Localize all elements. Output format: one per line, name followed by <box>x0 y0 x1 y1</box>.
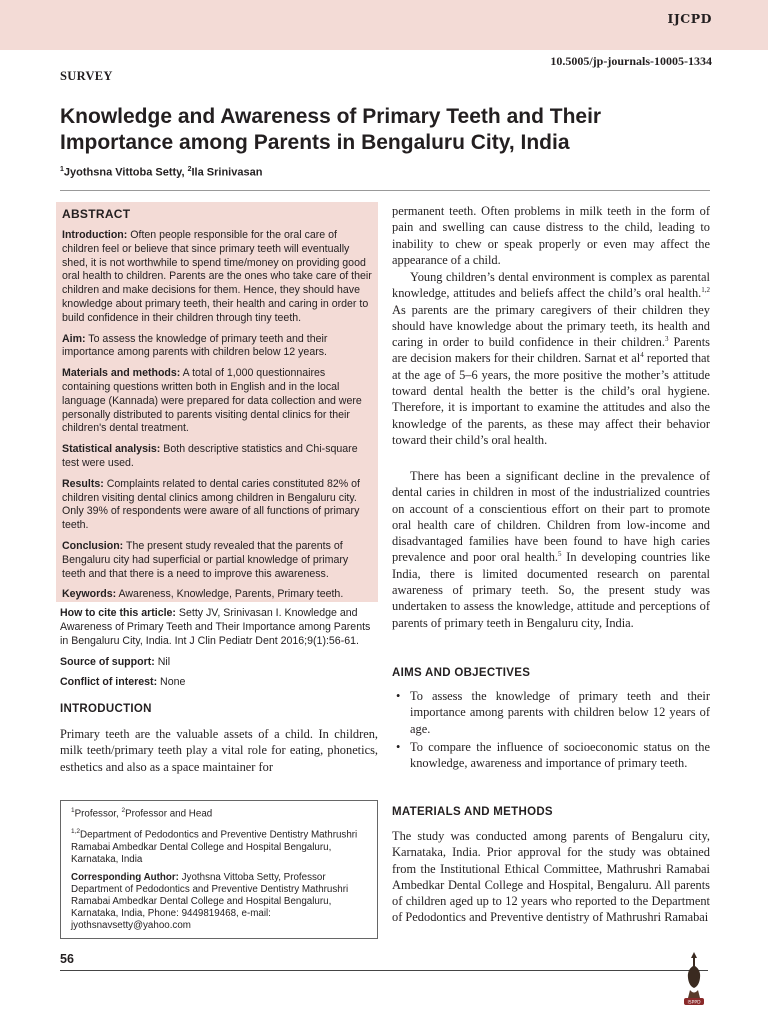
author1-affil: 1 <box>60 166 64 173</box>
conflict-of-interest: Conflict of interest: None <box>60 676 186 688</box>
author2: Ila Srinivasan <box>191 166 263 179</box>
society-logo-icon <box>680 948 708 1008</box>
source-of-support: Source of support: Nil <box>60 656 171 668</box>
footer-rule <box>60 970 708 971</box>
list-item: • To assess the knowledge of primary teeth and their importance among parents with children below 12 years of age. <box>392 688 710 737</box>
author-line <box>60 166 262 179</box>
abstract-conclusion: Conclusion: The present study revealed that the parents of Bengaluru city had superficial or partial knowledge of primary teeth and that there is a need to improve this awareness. <box>62 539 349 580</box>
abstract-introduction: Introduction: Often people responsible for the oral care of children feel or believe that since primary teeth will eventually shed, it is not worthwhile to spend time/money on providing good oral health to children. Parents are the ones who take care of their children and make decisions for them. Hence, they should have knowledge about primary teeth, their health and caring in order to build confidence in their children through tiny teeth. <box>62 229 372 324</box>
affiliation-box <box>60 800 378 939</box>
department: $^{1,2}$Department of Pedodontics and Preventive Dentistry Mathrushri Ramabai Ambedkar Dental College and Hospital Bengaluru, Karnataka, India <box>71 828 358 865</box>
header-band <box>0 0 768 50</box>
paragraph-3: There has been a significant decline in the prevalence of dental caries in children in most of the industrialized countries on account of a conscientious effort on their part to promote oral health care of children. Children from low-income and disadvantaged families have been found to have high caries prevalence and poor oral health.$^5$ In developing countries like India, there is limited documented research on parental awareness of primary teeth. So, the present study was undertaken to assess the knowledge, attitude and perceptions of parents of primary teeth in Bengaluru city, India. <box>392 469 710 630</box>
abstract-statistics: Statistical analysis: Both descriptive statistics and Chi-square test were used. <box>62 443 358 469</box>
abstract-results: Results: Complaints related to dental caries constituted 82% of children visiting dental clinics among children in Bengaluru city. Only 39% of respondents were aware of all functions of primary teeth. <box>62 477 360 532</box>
logo-text: ISPPD <box>687 1000 701 1006</box>
introduction-heading: INTRODUCTION <box>60 703 152 715</box>
abstract-keywords: Keywords: Awareness, Knowledge, Parents, Primary teeth. <box>62 588 344 601</box>
aims-list <box>392 688 710 773</box>
journal-name: IJCPD <box>667 11 712 26</box>
abstract-box <box>56 202 378 602</box>
paragraph-2: Young children’s dental environment is complex as parental knowledge, attitudes and beliefs affect the child’s oral health.$^{1,2}$ As parents are the primary caregivers of their children they should have knowledge about the primary teeth, its health and caring in order to build confidence in their children.$^3$ Parents are decision makers for their children. Sarnat et $al^4$ reported that at the age of 5–6 years, the more positive the mother’s attitude toward dental health the better is the child’s oral hygiene. Therefore, it is important to examine the attitudes and also the knowledge of the parents, as these may affect their behavior toward their child’s oral health. <box>392 270 711 447</box>
aims-heading: AIMS AND OBJECTIVES <box>392 667 531 679</box>
author-roles: $^1$Professor, $^2$Professor and Head <box>71 807 213 820</box>
paragraph-1: permanent teeth. Often problems in milk teeth in the form of pain and swelling can cause distress to the child, leading to inability to chew or speak properly or even may affect the appearance of a child. <box>392 204 710 267</box>
abstract-heading: ABSTRACT <box>62 207 131 221</box>
list-item: • To compare the influence of socioeconomic status on the knowledge, awareness and importance of primary teeth. <box>392 739 710 772</box>
article-title: Knowledge and Awareness of Primary Teeth and Their Importance among Parents in Bengaluru City, India <box>60 105 602 154</box>
methods-heading: MATERIALS AND METHODS <box>392 806 553 818</box>
author1: Jyothsna Vittoba Setty, <box>63 166 188 179</box>
doi[interactable]: 10.5005/jp-journals-10005-1334 <box>550 54 712 68</box>
abstract-aim: Aim: To assess the knowledge of primary teeth and their importance among parents with children below 12 years. <box>62 332 328 359</box>
page-number: 56 <box>60 952 74 966</box>
introduction-text: Primary teeth are the valuable assets of a child. In children, milk teeth/primary teeth play a vital role for eating, phonetics, esthetics and also as a space maintainer for <box>60 727 378 774</box>
author2-affil: 2 <box>187 166 192 173</box>
methods-text: The study was conducted among parents of Bengaluru city, Karnataka, India. Prior approval for the study was obtained from the Institutional Ethical Committee, Mathrushri Ramabai Ambedkar Dental College and Hospital, Bengaluru. All parents of children aged up to 12 years who reported to the Department of Pedodontics and Preventive dentistry of Mathrushri Ramabai <box>392 829 710 925</box>
corresponding-author: Corresponding Author: Jyothsna Vittoba Setty, Professor Department of Pedodontics and Preventive Dentistry Mathrushri Ramabai Ambedkar Dental College and Hospital Bengaluru, Karnataka, India, Phone: 9449819468, e-mail: jyothsnavsetty@yahoo.com <box>71 871 349 931</box>
how-to-cite: How to cite this article: Setty JV, Srinivasan I. Knowledge and Awareness of Primary Teeth and Their Importance among Parents in Bengaluru City, India. Int J Clin Pediatr Dent 2016;9(1):56-61. <box>60 607 371 647</box>
article-type: SURVEY <box>60 69 113 83</box>
title-divider <box>60 190 710 191</box>
abstract-methods: Materials and methods: A total of 1,000 questionnaires containing questions written both in English and in the local language (Kannada) were prepared for data collection and were personally distributed to parents visiting dental clinics for their children's dental treatment. <box>62 367 362 435</box>
